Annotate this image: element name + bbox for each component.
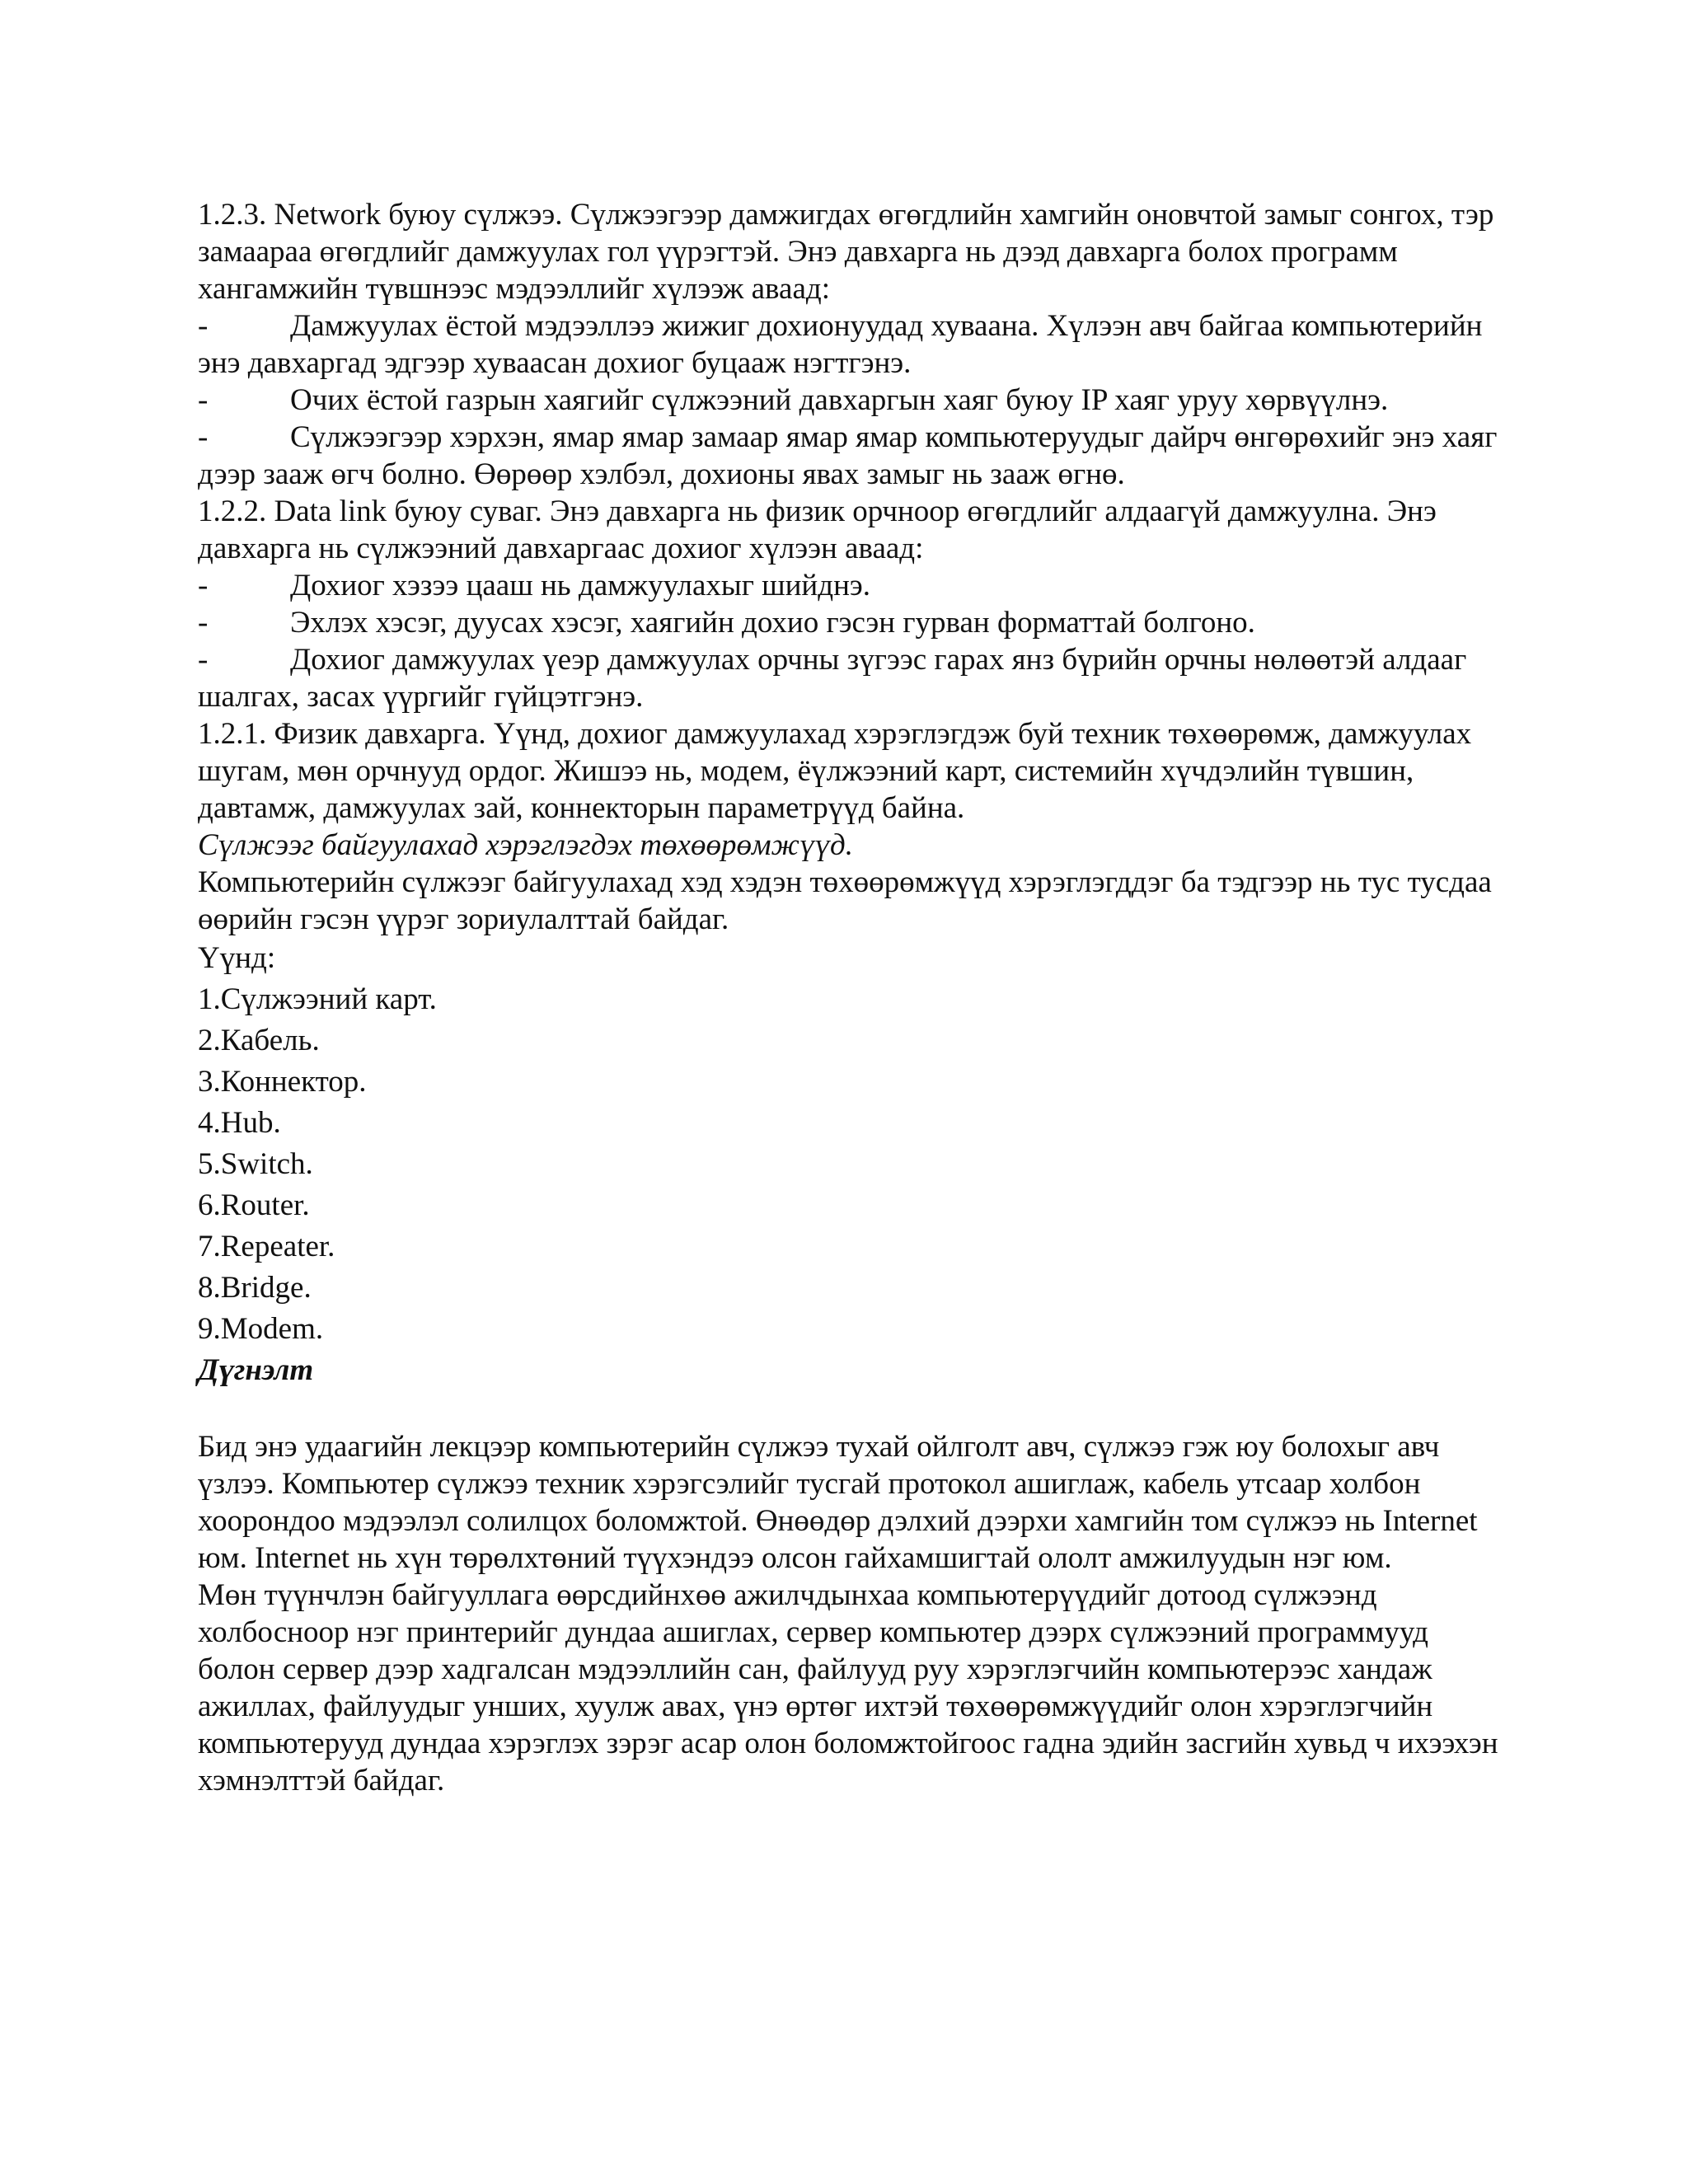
bullet-text: Эхлэх хэсэг, дуусах хэсэг, хаягийн дохио гэсэн гурван форматтай болгоно. [290,606,1255,640]
bullet-dash: - [198,309,209,343]
network-bullet-3 [198,419,1500,493]
list-item: 9.Modem. [198,1312,324,1346]
bullet-dash: - [198,383,209,417]
list-item: 2.Кабель. [198,1024,320,1057]
list-item: 3.Коннектор. [198,1065,367,1099]
bullet-text: Дохиог дамжуулах үеэр дамжуулах орчны зүгээс гарах янз бүрийн орчны нөлөөтэй алдааг шалгах, засах үүргийг гүйцэтгэнэ. [198,643,1467,714]
devices-label: Үүнд: [198,941,276,975]
datalink-bullet-1 [198,567,1500,604]
network-intro-paragraph: 1.2.3. Network буюу сүлжээ. Сүлжээгээр дамжигдах өгөгдлийн хамгийн оновчтой замыг сонгох, тэр замаараа өгөгдлийг дамжуулах гол үүрэгтэй. Энэ давхарга нь дээд давхарга болох программ хангамжийн түвшнээс мэдээллийг хүлээж аваад: [198,198,1494,306]
devices-intro-paragraph: Компьютерийн сүлжээг байгуулахад хэд хэдэн төхөөрөмжүүд хэрэглэгддэг ба тэдгээр нь тус тусдаа өөрийн гэсэн үүрэг зориулалттай байдаг. [198,865,1492,936]
physical-layer-paragraph: 1.2.1. Физик давхарга. Үүнд, дохиог дамжуулахад хэрэглэгдэж буй техник төхөөрөмж, дамжуулах шугам, мөн орчнууд ордог. Жишээ нь, модем, ёүлжээний карт, системийн хүчдэлийн түвшин, давтамж, дамжуулах зай, коннекторын параметрүүд байна. [198,717,1472,825]
list-item: 1.Сүлжээний карт. [198,982,437,1016]
paragraph-gap [198,1391,1500,1428]
bullet-text: Дохиог хэзээ цааш нь дамжуулахыг шийднэ. [290,569,870,602]
network-bullet-2 [198,382,1500,419]
datalink-intro-paragraph: 1.2.2. Data link буюу суваг. Энэ давхарга нь физик орчноор өгөгдлийг алдаагүй дамжуулна. Энэ давхарга нь сүлжээний давхаргаас дохиог хүлээн аваад: [198,494,1437,565]
network-bullet-1 [198,307,1500,382]
list-item: 5.Switch. [198,1147,313,1181]
bullet-dash: - [198,569,209,602]
bullet-text: Очих ёстой газрын хаягийг сүлжээний давхаргын хаяг буюу IP хаяг уруу хөрвүүлнэ. [290,383,1389,417]
datalink-bullet-2 [198,604,1500,641]
bullet-dash: - [198,420,209,454]
conclusion-paragraph-2: Мөн түүнчлэн байгууллага өөрсдийнхөө ажилчдынхаа компьютерүүдийг дотоод сүлжээнд холбосноор нэг принтерийг дундаа ашиглах, сервер компьютер дээрх сүлжээний программууд болон сервер дээр хадгалсан мэдээллийн сан, файлууд руу хэрэглэгчийн компьютерээс хандаж ажиллах, файлуудыг унших, хуулж авах, үнэ өртөг ихтэй төхөөрөмжүүдийг олон хэрэглэгчийн компьютерууд дундаа хэрэглэх зэрэг асар олон боломжтойгоос гадна эдийн засгийн хувьд ч ихээхэн хэмнэлттэй байдаг. [198,1578,1498,1797]
bullet-dash: - [198,606,209,640]
list-item: 6.Router. [198,1188,310,1222]
bullet-text: Сүлжээгээр хэрхэн, ямар ямар замаар ямар ямар компьютеруудыг дайрч өнгөрөхийг энэ хаяг дээр зааж өгч болно. Өөрөөр хэлбэл, дохионы явах замыг нь зааж өгнө. [198,420,1498,491]
list-item: 4.Hub. [198,1106,281,1140]
list-item: 7.Repeater. [198,1230,335,1263]
conclusion-paragraph-1: Бид энэ удаагийн лекцээр компьютерийн сүлжээ тухай ойлголт авч, сүлжээ гэж юу болохыг авч үзлээ. Компьютер сүлжээ техник хэрэгсэлийг тусгай протокол ашиглаж, кабель утсаар холбон хоорондоо мэдээлэл солилцох боломжтой. Өнөөдөр дэлхий дээрхи хамгийн том сүлжээ нь Internet юм. Internet нь хүн төрөлхтөний түүхэндээ олсон гайхамшигтай ололт амжилуудын нэг юм. [198,1430,1478,1575]
bullet-dash: - [198,643,209,677]
bullet-text: Дамжуулах ёстой мэдээллээ жижиг дохионуудад хуваана. Хүлээн авч байгаа компьютерийн энэ давхаргад эдгээр хуваасан дохиог буцааж нэгтгэнэ. [198,309,1483,380]
datalink-bullet-3 [198,641,1500,715]
list-item: 8.Bridge. [198,1271,312,1305]
conclusion-heading: Дүгнэлт [198,1353,314,1387]
devices-heading: Сүлжээг байгуулахад хэрэглэгдэх төхөөрөмжүүд. [198,828,853,862]
document-body [198,196,1500,1799]
